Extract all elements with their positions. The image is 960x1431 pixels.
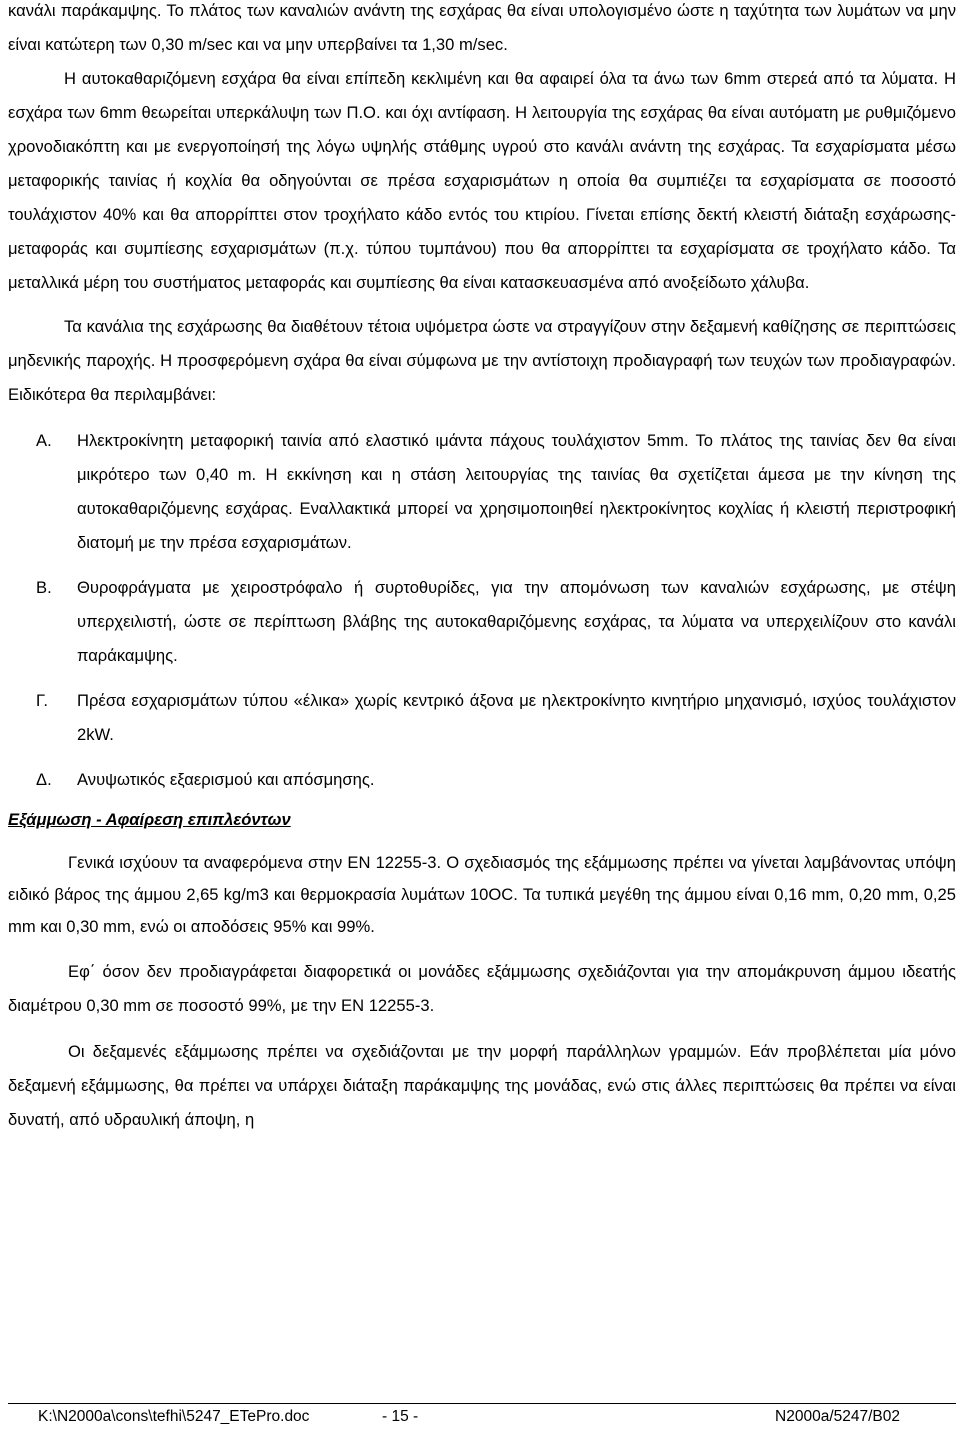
list-marker: Β. bbox=[36, 578, 52, 597]
grate-paragraph: Η αυτοκαθαριζόμενη εσχάρα θα είναι επίπεδη κεκλιμένη και θα αφαιρεί όλα τα άνω των 6mm στερεά από τα λύματα. Η εσχάρα των 6mm θεωρείται υπερκάλυψη των Π.Ο. και όχι αντίφαση. Η λειτουργία της εσχάρας θα είναι αυτόματη με ρυθμιζόμενο χρονοδιακόπτη και με ενεργοποίησή της λόγω υψηλής στάθμης υγρού στο κανάλι ανάντη της εσχάρας. Τα εσχαρίσματα μέσω μεταφορικής ταινίας ή κοχλία θα οδηγούνται σε πρέσα εσχαρισμάτων η οποία θα συμπιέζει τα εσχαρίσματα σε ποσοστό τουλάχιστον 40% και θα απορρίπτει στον τροχήλατο κάδο εντός του κτιρίου. Γίνεται επίσης δεκτή κλειστή διάταξη εσχάρωσης-μεταφοράς και συμπίεσης εσχαρισμάτων (π.χ. τύπου τυμπάνου) που θα απορρίπτει τα εσχαρίσματα σε τροχήλατο κάδο. Τα μεταλλικά μέρη του συστήματος μεταφοράς και συμπίεσης θα είναι κατασκευασμένα από ανοξείδωτο χάλυβα. bbox=[8, 69, 956, 292]
footer-file-path: K:\N2000a\cons\tefhi\5247_ETePro.doc bbox=[38, 1408, 310, 1425]
list-item bbox=[8, 424, 956, 560]
list-item-text: Θυροφράγματα με χειροστρόφαλο ή συρτοθυρίδες, για την απομόνωση των καναλιών εσχάρωσης, με στέψη υπερχειλιστή, ώστε σε περίπτωση βλάβης της αυτοκαθαριζόμενης εσχάρας, τα λύματα να υπερχειλίζουν στο κανάλι παράκαμψης. bbox=[77, 578, 956, 665]
list-item-text: Ηλεκτροκίνητη μεταφορική ταινία από ελαστικό ιμάντα πάχους τουλάχιστον 5mm. Το πλάτος της ταινίας δεν θα είναι μικρότερο των 0,40 m. Η εκκίνηση και η στάση λειτουργίας της ταινίας θα σχετίζεται άμεσα με την κίνηση της αυτοκαθαριζόμενης εσχάρας. Εναλλακτικά μπορεί να χρησιμοποιηθεί ηλεκτροκίνητος κοχλίας ή κλειστή περιστροφική διατομή με την πρέσα εσχαρισμάτων. bbox=[77, 431, 956, 552]
list-item bbox=[8, 763, 956, 797]
section-heading: Εξάμμωση - Αφαίρεση επιπλεόντων bbox=[8, 810, 291, 829]
footer-document-code: N2000a/5247/B02 bbox=[775, 1408, 900, 1425]
list-item-text: Ανυψωτικός εξαερισμού και απόσμησης. bbox=[77, 770, 375, 789]
channels-paragraph: Τα κανάλια της εσχάρωσης θα διαθέτουν τέτοια υψόμετρα ώστε να στραγγίζουν στην δεξαμενή καθίζησης σε περιπτώσεις μηδενικής παροχής. Η προσφερόμενη σχάρα θα είναι σύμφωνα με την αντίστοιχη προδιαγραφή των τευχών των προδιαγραφών. Ειδικότερα θα περιλαμβάνει: bbox=[8, 317, 956, 404]
footer-page-number: - 15 - bbox=[382, 1408, 419, 1425]
list-item bbox=[8, 571, 956, 673]
intro-paragraph: κανάλι παράκαμψης. Το πλάτος των καναλιών ανάντη της εσχάρας θα είναι υπολογισμένο ώστε η ταχύτητα των λυμάτων να μην είναι κατώτερη των 0,30 m/sec και να μην υπερβαίνει τα 1,30 m/sec. bbox=[8, 1, 956, 54]
equipment-list bbox=[8, 424, 956, 797]
sand-paragraph-3: Οι δεξαμενές εξάμμωσης πρέπει να σχεδιάζονται με την μορφή παράλληλων γραμμών. Εάν προβλέπεται μία μόνο δεξαμενή εξάμμωσης, θα πρέπει να υπάρχει διάταξη παράκαμψης της μονάδας, ενώ στις άλλες περιπτώσεις θα πρέπει να είναι δυνατή, από υδραυλική άποψη, η bbox=[8, 1042, 956, 1129]
sand-paragraph-1: Γενικά ισχύουν τα αναφερόμενα στην ΕΝ 12255-3. Ο σχεδιασμός της εξάμμωσης πρέπει να γίνεται λαμβάνοντας υπόψη ειδικό βάρος της άμμου 2,65 kg/m3 και θερμοκρασία λυμάτων 10OC. Τα τυπικά μεγέθη της άμμου είναι 0,16 mm, 0,20 mm, 0,25 mm και 0,30 mm, ενώ οι αποδόσεις 95% και 99%. bbox=[8, 853, 956, 936]
list-marker: Γ. bbox=[36, 691, 48, 710]
sand-paragraph-2: Εφ΄ όσον δεν προδιαγράφεται διαφορετικά οι μονάδες εξάμμωσης σχεδιάζονται για την απομάκρυνση άμμου ιδεατής διαμέτρου 0,30 mm σε ποσοστό 99%, με την ΕΝ 12255-3. bbox=[8, 962, 956, 1015]
list-item bbox=[8, 684, 956, 752]
list-marker: Δ. bbox=[36, 770, 52, 789]
list-marker: Α. bbox=[36, 431, 52, 450]
list-item-text: Πρέσα εσχαρισμάτων τύπου «έλικα» χωρίς κεντρικό άξονα με ηλεκτροκίνητο κινητήριο μηχανισμό, ισχύος τουλάχιστον 2kW. bbox=[77, 691, 956, 744]
document-page bbox=[8, 0, 956, 1137]
page-footer bbox=[8, 1403, 956, 1430]
